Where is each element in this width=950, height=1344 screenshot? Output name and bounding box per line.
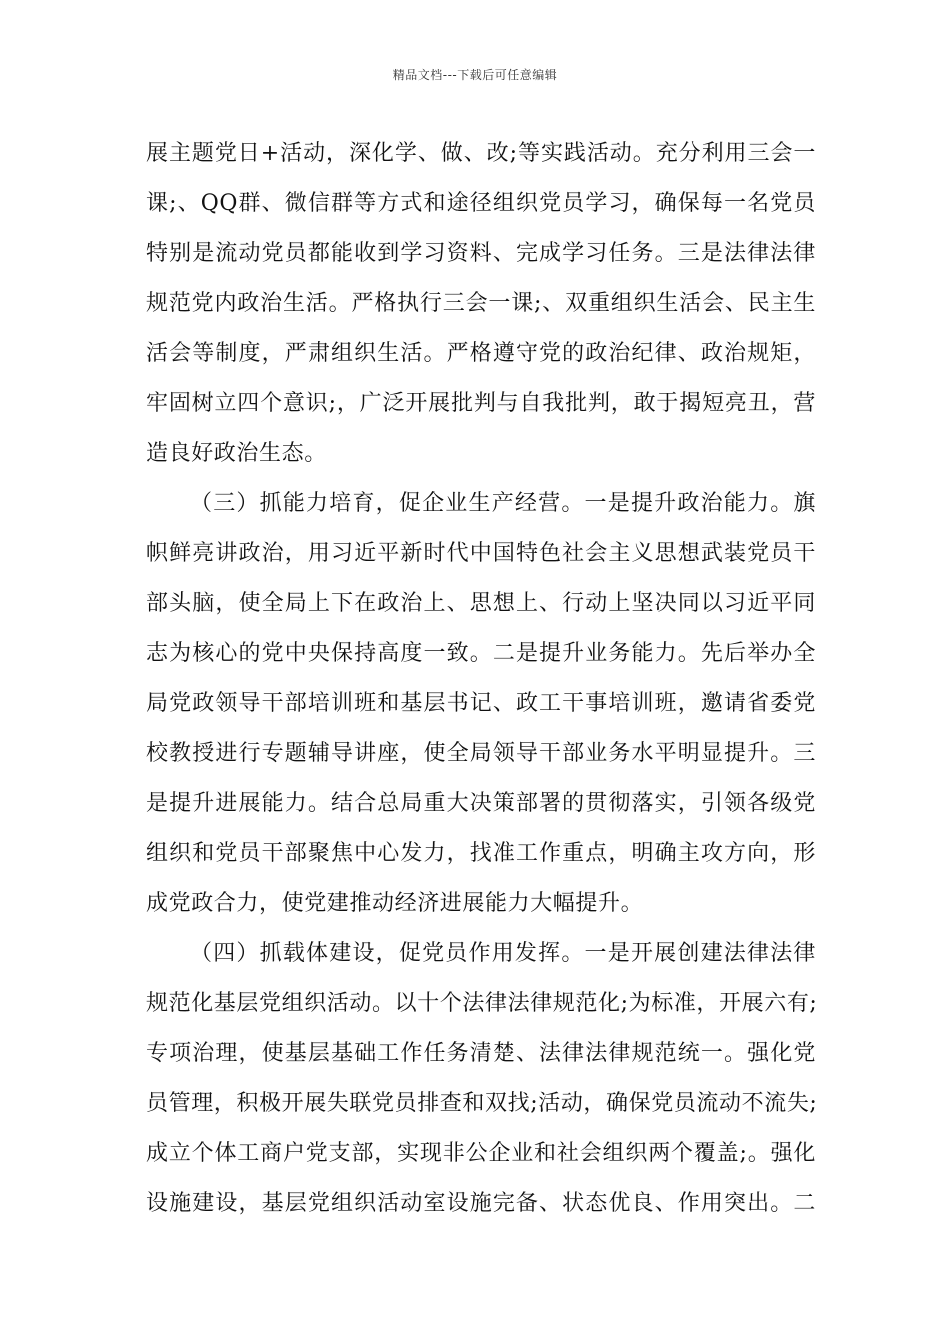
text-line: 校教授进行专题辅导讲座，使全局领导干部业务水平明显提升。三 [146,741,816,766]
text-line: 是提升进展能力。结合总局重大决策部署的贯彻落实，引领各级党 [146,791,816,816]
text-line: 部头脑，使全局上下在政治上、思想上、行动上坚决同以习近平同 [146,591,816,616]
text-line: （三）抓能力培育，促企业生产经营。一是提升政治能力。旗 [190,491,816,516]
text-line: 展主题党日+活动，深化学、做、改;等实践活动。充分利用三会一 [146,141,816,166]
text-line: 特别是流动党员都能收到学习资料、完成学习任务。三是法律法律 [146,241,816,266]
text-line: （四）抓载体建设，促党员作用发挥。一是开展创建法律法律 [190,941,816,966]
text-line: 志为核心的党中央保持高度一致。二是提升业务能力。先后举办全 [146,641,816,666]
text-line: 组织和党员干部聚焦中心发力，找准工作重点，明确主攻方向，形 [146,841,816,866]
text-line: 活会等制度，严肃组织生活。严格遵守党的政治纪律、政治规矩， [146,341,816,366]
text-line: 规范党内政治生活。严格执行三会一课;、双重组织生活会、民主生 [146,291,816,316]
text-line: 成立个体工商户党支部，实现非公企业和社会组织两个覆盖;。强化 [146,1141,816,1166]
text-line: 帜鲜亮讲政治，用习近平新时代中国特色社会主义思想武装党员干 [146,541,816,566]
text-line: 规范化基层党组织活动。以十个法律法律规范化;为标准，开展六有; [146,991,818,1016]
text-line: 造良好政治生态。 [146,441,327,466]
text-line: 设施建设，基层党组织活动室设施完备、状态优良、作用突出。二 [146,1191,816,1216]
text-line: 局党政领导干部培训班和基层书记、政工干事培训班，邀请省委党 [146,691,816,716]
text-line: 课;、QQ群、微信群等方式和途径组织党员学习，确保每一名党员 [146,191,816,216]
text-line: 牢固树立四个意识;，广泛开展批判与自我批判，敢于揭短亮丑，营 [146,391,816,416]
text-line: 员管理，积极开展失联党员排查和双找;活动，确保党员流动不流失; [146,1091,818,1116]
text-line: 专项治理，使基层基础工作任务清楚、法律法律规范统一。强化党 [146,1041,816,1066]
text-line: 成党政合力，使党建推动经济进展能力大幅提升。 [146,891,644,916]
body-text [146,134,816,1234]
page-header: 精品文档---下载后可任意编辑 [392,68,558,82]
